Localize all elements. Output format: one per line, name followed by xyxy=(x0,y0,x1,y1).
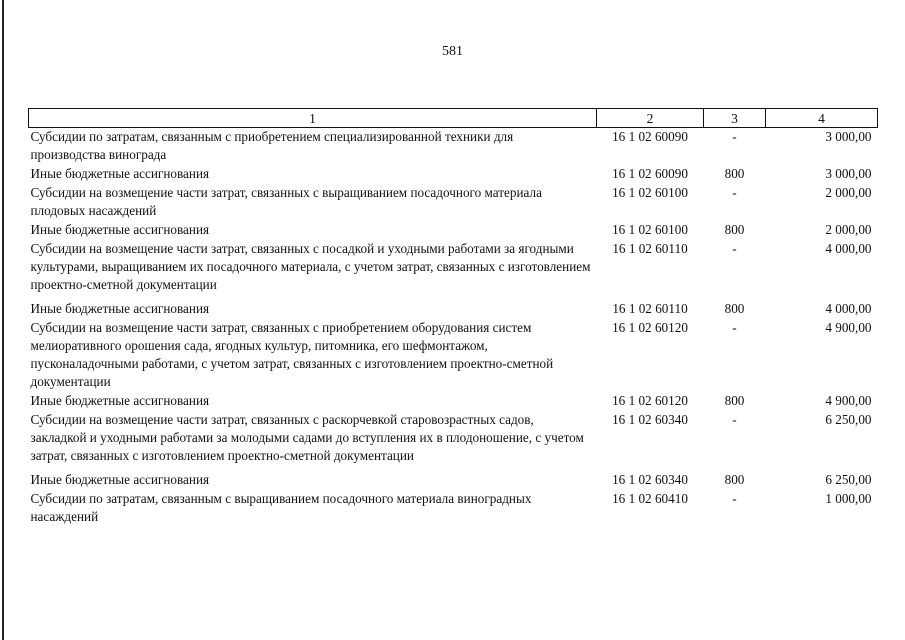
row-type: - xyxy=(732,241,737,256)
row-type: 800 xyxy=(724,301,745,316)
row-amount: 6 250,00 xyxy=(825,412,872,427)
table-row xyxy=(29,319,878,392)
header-row xyxy=(29,109,878,128)
header-col-1: 1 xyxy=(29,109,597,128)
table-header xyxy=(29,109,878,128)
page-left-border xyxy=(2,0,4,640)
row-name: Иные бюджетные ассигнования xyxy=(30,472,210,487)
row-code: 16 1 02 60340 xyxy=(612,412,688,427)
row-type: - xyxy=(732,129,737,144)
row-type: 800 xyxy=(724,472,745,487)
row-code: 16 1 02 60110 xyxy=(612,301,688,316)
row-name: Иные бюджетные ассигнования xyxy=(30,301,210,316)
budget-table xyxy=(28,108,878,527)
row-amount: 2 000,00 xyxy=(825,185,872,200)
row-name: Субсидии на возмещение части затрат, связанных с раскорчевкой старовозрастных садов, закладкой и уходными работами за молодыми садами до вступления их в плодоношение, с учетом затрат, связанных с изготовлением проектно-сметной документации xyxy=(30,412,584,463)
table-row xyxy=(29,490,878,527)
row-code: 16 1 02 60100 xyxy=(612,222,688,237)
row-type: - xyxy=(732,491,737,506)
row-amount: 3 000,00 xyxy=(825,166,872,181)
table-row xyxy=(29,466,878,490)
row-amount: 4 900,00 xyxy=(825,393,872,408)
row-name: Субсидии на возмещение части затрат, связанных с приобретением оборудования систем мелиоративного орошения сада, ягодных культур, питомника, его шефмонтажом, пусконаладочными работами, с учетом затрат, связанных с изготовлением проектно-сметной документации xyxy=(30,320,554,389)
table-body xyxy=(29,128,878,528)
row-code: 16 1 02 60100 xyxy=(612,185,688,200)
table-row xyxy=(29,411,878,466)
table-row xyxy=(29,240,878,295)
table-row xyxy=(29,221,878,240)
table-row xyxy=(29,165,878,184)
row-type: - xyxy=(732,185,737,200)
row-name: Субсидии по затратам, связанным с выращиванием посадочного материала виноградных насаждений xyxy=(30,491,532,524)
row-name: Иные бюджетные ассигнования xyxy=(30,393,210,408)
row-amount: 4 900,00 xyxy=(825,320,872,335)
table-row xyxy=(29,392,878,411)
row-amount: 4 000,00 xyxy=(825,241,872,256)
row-name: Субсидии на возмещение части затрат, связанных с посадкой и уходными работами за ягодными культурами, выращиванием их посадочного материала, с учетом затрат, связанных с изготовлением проектно-сметной документации xyxy=(30,241,591,292)
page-number: 581 xyxy=(442,44,463,59)
table-row xyxy=(29,184,878,221)
table-row xyxy=(29,295,878,319)
row-code: 16 1 02 60090 xyxy=(612,166,688,181)
row-type: - xyxy=(732,412,737,427)
header-col-2: 2 xyxy=(597,109,704,128)
row-amount: 6 250,00 xyxy=(825,472,872,487)
row-amount: 3 000,00 xyxy=(825,129,872,144)
row-code: 16 1 02 60090 xyxy=(612,129,688,144)
row-code: 16 1 02 60120 xyxy=(612,393,688,408)
row-amount: 2 000,00 xyxy=(825,222,872,237)
row-amount: 1 000,00 xyxy=(825,491,872,506)
row-type: - xyxy=(732,320,737,335)
table-row xyxy=(29,128,878,166)
row-code: 16 1 02 60410 xyxy=(612,491,688,506)
row-code: 16 1 02 60340 xyxy=(612,472,688,487)
row-name: Иные бюджетные ассигнования xyxy=(30,222,210,237)
header-col-4: 4 xyxy=(766,109,878,128)
row-code: 16 1 02 60110 xyxy=(612,241,688,256)
row-code: 16 1 02 60120 xyxy=(612,320,688,335)
row-type: 800 xyxy=(724,222,745,237)
header-col-3: 3 xyxy=(704,109,766,128)
row-type: 800 xyxy=(724,166,745,181)
row-name: Иные бюджетные ассигнования xyxy=(30,166,210,181)
row-amount: 4 000,00 xyxy=(825,301,872,316)
row-name: Субсидии по затратам, связанным с приобретением специализированной техники для производства винограда xyxy=(30,129,514,162)
row-name: Субсидии на возмещение части затрат, связанных с выращиванием посадочного материала плодовых насаждений xyxy=(30,185,542,218)
row-type: 800 xyxy=(724,393,745,408)
